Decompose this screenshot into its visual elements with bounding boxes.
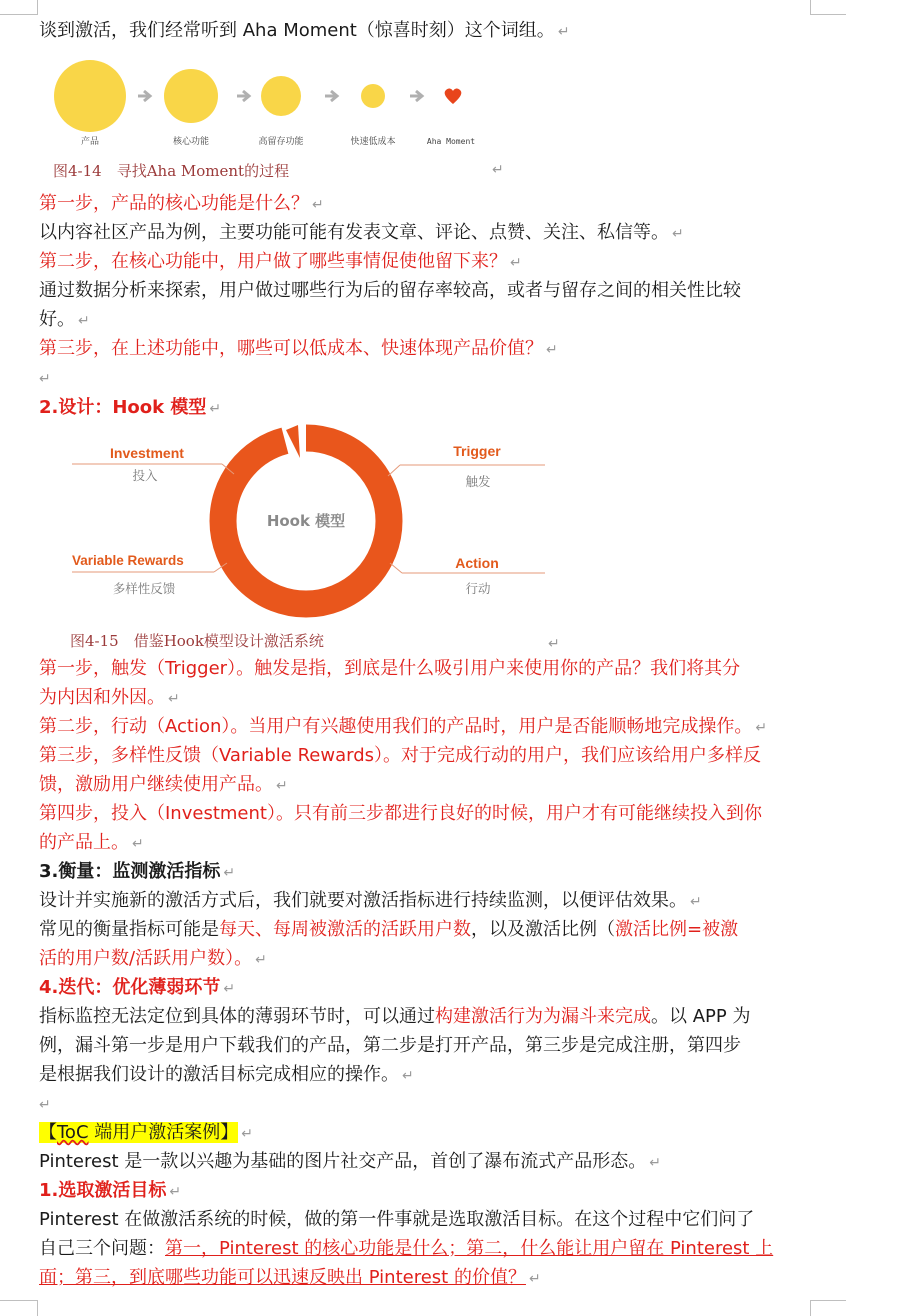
step-label: 快速低成本 xyxy=(350,137,396,147)
trigger-label: Trigger xyxy=(453,443,501,459)
hook-step-2: 第二步，行动（Action）。当用户有兴趣使用我们的产品时，用户是否能顺畅地完成操作。 ↵ xyxy=(39,716,768,737)
iterate-paragraph-line3: 是根据我们设计的激活目标完成相应的操作。 ↵ xyxy=(39,1064,414,1085)
section-heading-measure: 3.衡量：监测激活指标 ↵ xyxy=(39,861,236,882)
paragraph-mark: ↵ xyxy=(557,24,570,40)
section-heading-iterate: 4.迭代：优化薄弱环节 ↵ xyxy=(39,977,236,998)
measure-paragraph-2-line1: 常见的衡量指标可能是每天、每周被激活的活跃用户数，以及激活比例（激活比例=被激 xyxy=(39,919,739,940)
step-circle-lowcost xyxy=(361,84,385,108)
crop-mark-top-left xyxy=(0,0,38,15)
action-label: Action xyxy=(455,555,499,571)
measure-paragraph-1: 设计并实施新的激活方式后，我们就要对激活指标进行持续监测，以便评估效果。 ↵ xyxy=(39,890,702,911)
step-circle-core xyxy=(164,69,218,123)
hook-step-4-line1: 第四步，投入（Investment）。只有前三步都进行良好的时候，用户才有可能继续投入到你 xyxy=(39,803,762,824)
step-circle-retention xyxy=(261,76,301,116)
empty-paragraph: ↵ xyxy=(39,1097,51,1113)
section-heading-design: 2.设计：Hook 模型 ↵ xyxy=(39,397,222,418)
step-1-question: 第一步，产品的核心功能是什么？ ↵ xyxy=(39,193,324,214)
iterate-paragraph-line2: 例，漏斗第一步是用户下载我们的产品，第二步是打开产品，第三步是完成注册，第四步 xyxy=(39,1035,741,1056)
step-3-question: 第三步，在上述功能中，哪些可以低成本、快速体现产品价值？ ↵ xyxy=(39,338,558,359)
step-2-answer-line1: 通过数据分析来探索，用户做过哪些行为后的留存率较高，或者与留存之间的相关性比较 xyxy=(39,280,741,301)
case-heading: 【ToC 端用户激活案例】 ↵ xyxy=(39,1122,253,1143)
step-circle-product xyxy=(54,60,126,132)
paragraph-mark: ↵ xyxy=(492,162,504,178)
hook-step-1-line1: 第一步，触发（Trigger）。触发是指，到底是什么吸引用户来使用你的产品？我们将其分 xyxy=(39,658,741,679)
pinterest-intro: Pinterest 是一款以兴趣为基础的图片社交产品，首创了瀑布流式产品形态。 ↵ xyxy=(39,1151,661,1172)
connector-line xyxy=(390,563,402,573)
step-2-answer-line2: 好。 ↵ xyxy=(39,309,90,330)
step-label: 产品 xyxy=(80,137,100,147)
investment-label: Investment xyxy=(110,445,184,461)
crop-mark-bottom-left xyxy=(0,1300,38,1316)
section-heading-select-goal: 1.选取激活目标 ↵ xyxy=(39,1180,182,1201)
pinterest-paragraph-line3: 面；第三，到底哪些功能可以迅速反映出 Pinterest 的价值？ ↵ xyxy=(39,1267,541,1288)
step-1-answer: 以内容社区产品为例，主要功能可能有发表文章、评论、点赞、关注、私信等。 ↵ xyxy=(39,222,684,243)
rewards-cn-label: 多样性反馈 xyxy=(112,581,176,596)
crop-mark-bottom-right xyxy=(810,1300,846,1316)
hook-step-3-line1: 第三步，多样性反馈（Variable Rewards）。对于完成行动的用户，我们应该给用户多样反 xyxy=(39,745,762,766)
figure-hook-model xyxy=(62,420,552,620)
step-label: 核心功能 xyxy=(172,137,210,147)
measure-paragraph-2-line2: 活的用户数/活跃用户数）。 ↵ xyxy=(39,948,267,969)
empty-paragraph: ↵ xyxy=(39,371,51,387)
figure-aha-moment-process xyxy=(48,55,488,153)
hook-step-3-line2: 馈，激励用户继续使用产品。 ↵ xyxy=(39,774,288,795)
step-label: Aha Moment xyxy=(426,137,476,146)
arrow-icon xyxy=(325,91,337,101)
pinterest-paragraph-line1: Pinterest 在做激活系统的时候，做的第一件事就是选取激活目标。在这个过程中它们问了 xyxy=(39,1209,755,1230)
iterate-paragraph-line1: 指标监控无法定位到具体的薄弱环节时，可以通过构建激活行为为漏斗来完成。以 APP 为 xyxy=(39,1006,751,1027)
rewards-label: Variable Rewards xyxy=(72,553,184,568)
arrow-icon xyxy=(410,91,422,101)
step-2-question: 第二步，在核心功能中，用户做了哪些事情促使他留下来？ ↵ xyxy=(39,251,522,272)
hook-step-1-line2: 为内因和外因。 ↵ xyxy=(39,687,180,708)
figure-caption: 图4-15 借鉴Hook模型设计激活系统 xyxy=(70,632,324,650)
action-cn-label: 行动 xyxy=(465,581,491,596)
arrow-icon xyxy=(138,91,150,101)
heart-icon xyxy=(445,88,462,104)
intro-paragraph xyxy=(39,16,819,47)
arrow-icon xyxy=(237,91,249,101)
step-label: 高留存功能 xyxy=(258,137,304,147)
trigger-cn-label: 触发 xyxy=(465,474,491,489)
hook-step-4-line2: 的产品上。 ↵ xyxy=(39,832,144,853)
intro-text: 谈到激活，我们经常听到 Aha Moment（惊喜时刻）这个词组。 xyxy=(39,20,555,41)
figure-caption: 图4-14 寻找Aha Moment的过程 xyxy=(53,162,290,180)
hook-center-label: Hook 模型 xyxy=(266,512,346,530)
crop-mark-top-right xyxy=(810,0,846,15)
paragraph-mark: ↵ xyxy=(548,636,560,652)
pinterest-paragraph-line2: 自己三个问题：第一，Pinterest 的核心功能是什么；第二，什么能让用户留在 Pinterest 上 xyxy=(39,1238,774,1259)
connector-line xyxy=(388,465,400,476)
investment-cn-label: 投入 xyxy=(132,468,158,483)
